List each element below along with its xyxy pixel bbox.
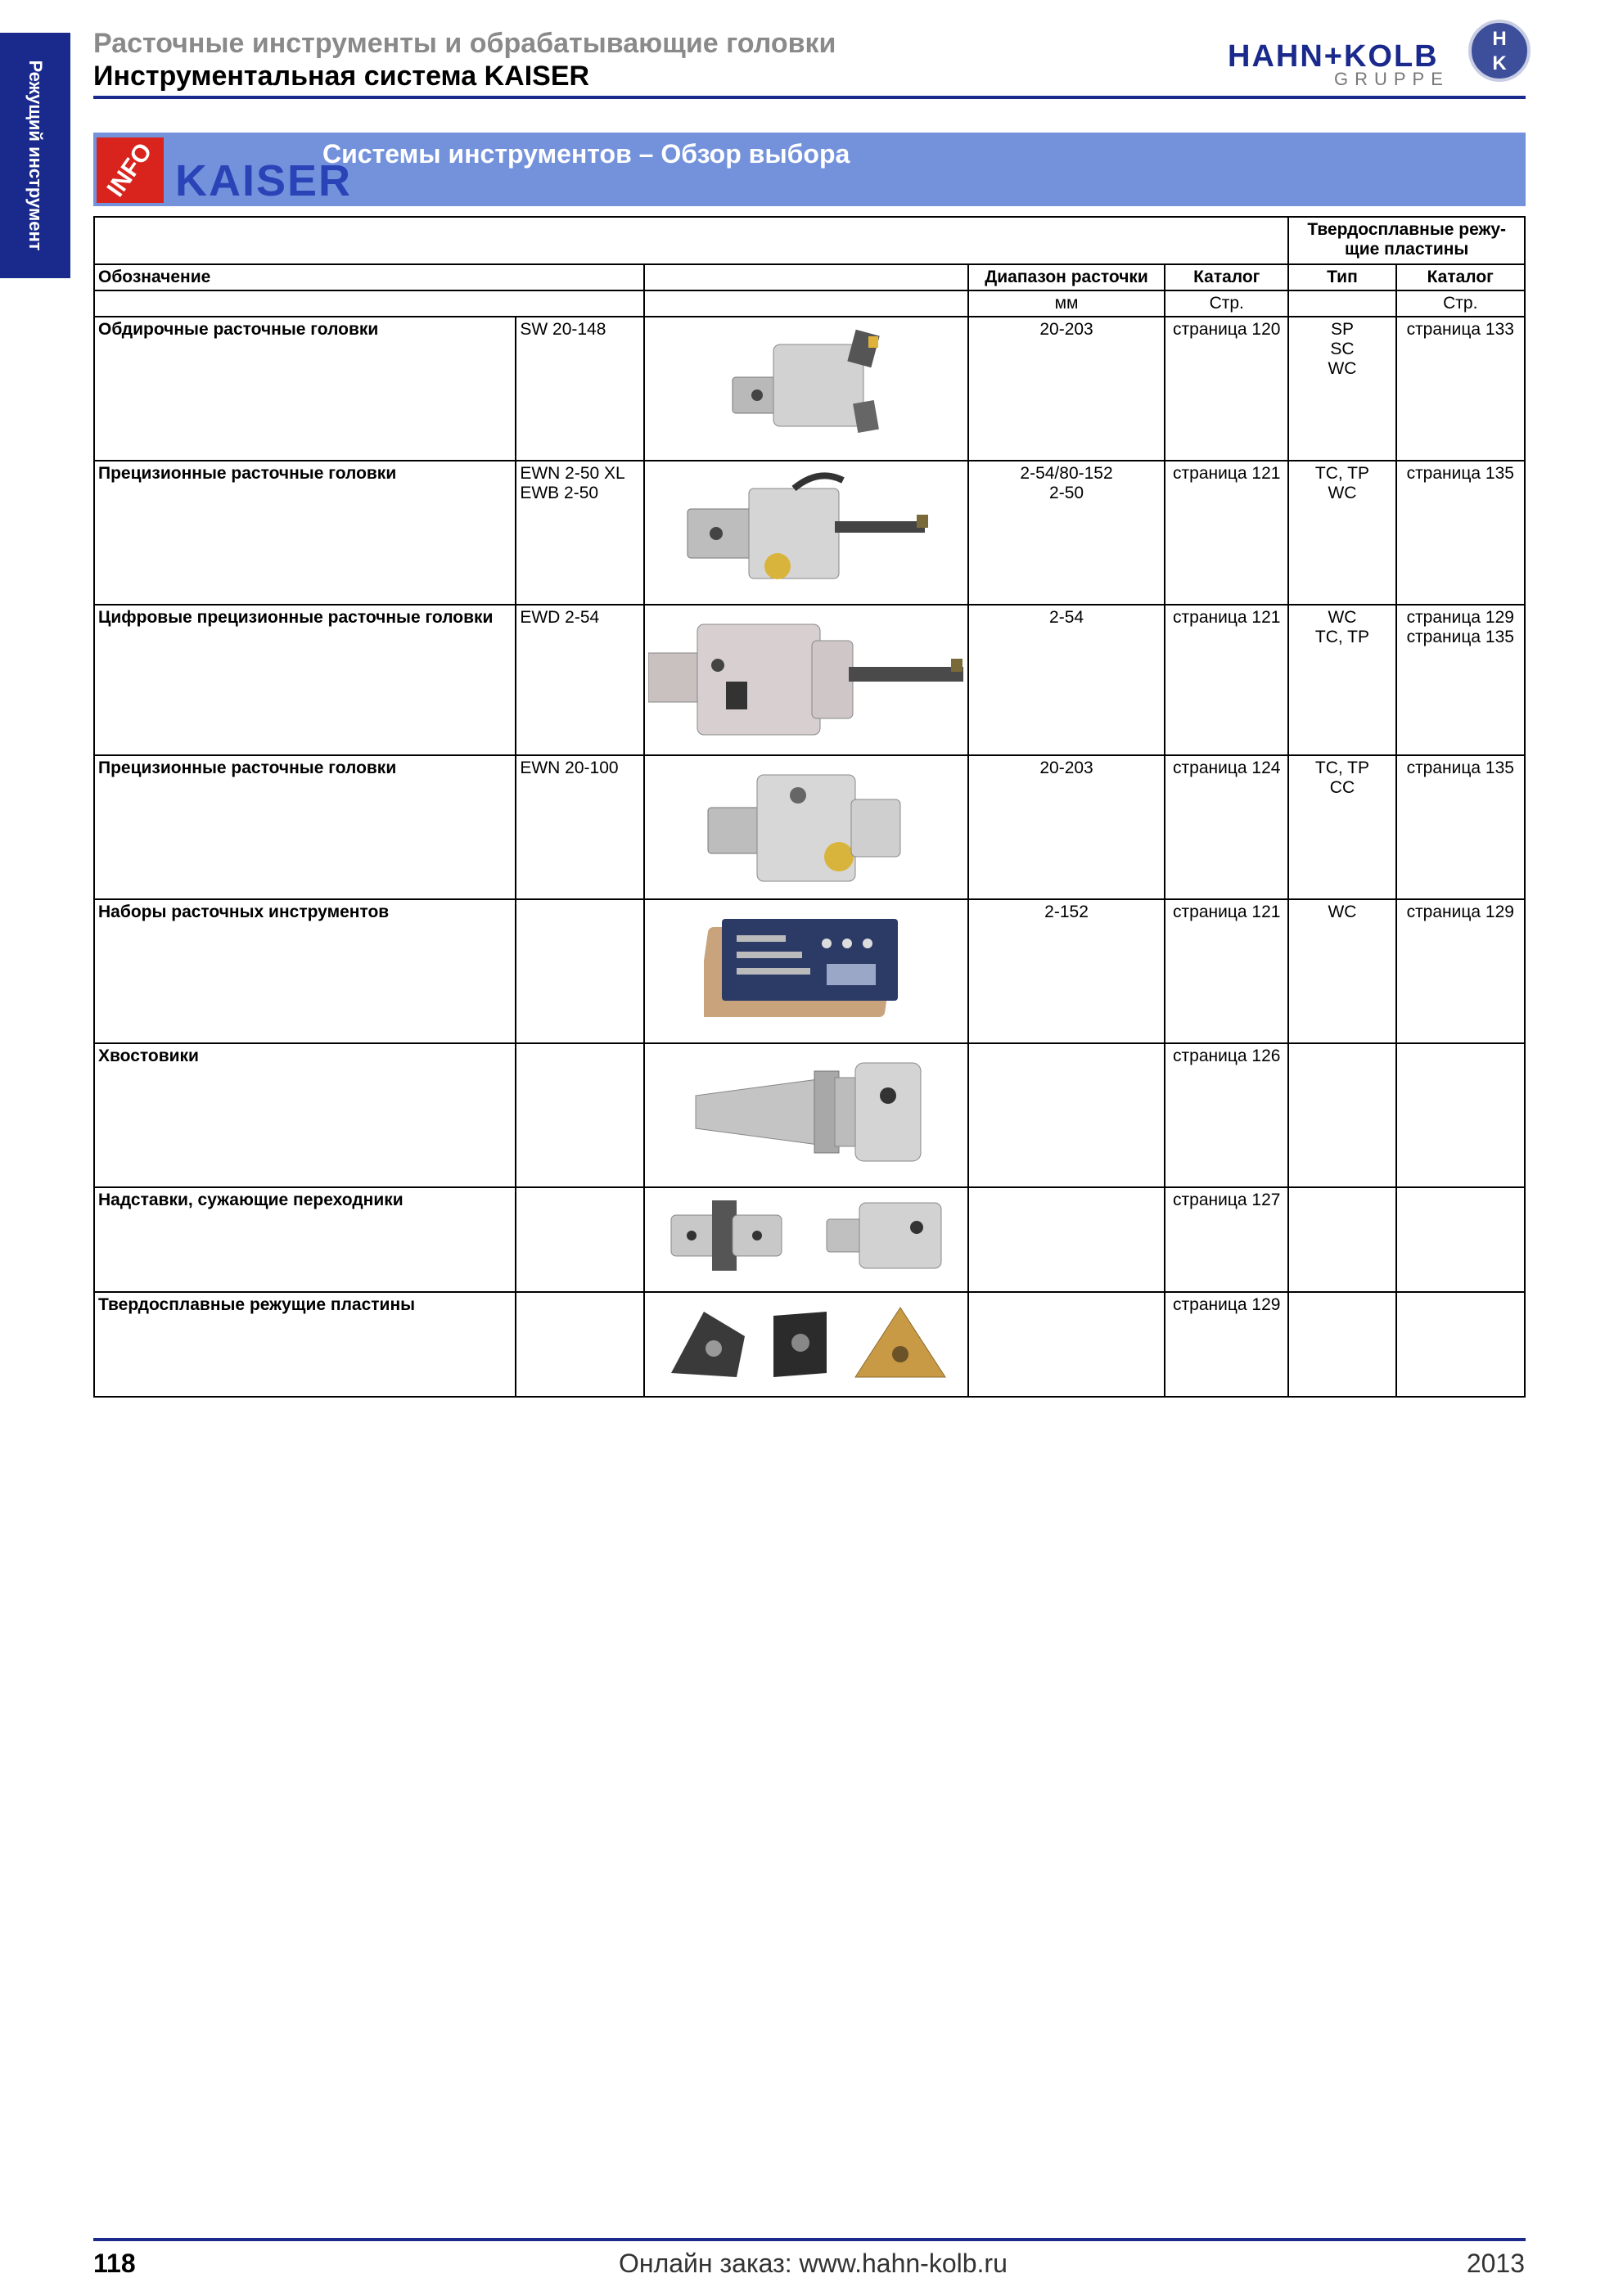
row-insert-type [1288, 1187, 1395, 1292]
row-catalog: страница 129 [1165, 1292, 1288, 1397]
row-insert-type [1288, 1292, 1395, 1397]
row-code: EWN 2-50 XL EWB 2-50 [516, 461, 644, 605]
row-name: Прецизионные расточные головки [94, 755, 516, 899]
header-range-unit: мм [968, 290, 1165, 317]
header-title: Инструментальная система KAISER [93, 61, 590, 92]
header-range: Диапазон расточки [968, 264, 1165, 290]
row-catalog: страница 121 [1165, 899, 1288, 1043]
kaiser-logo: KAISER [175, 156, 353, 205]
brand-gruppe: GRUPPE [1334, 69, 1449, 89]
side-tab-label: Режущий инструмент [25, 60, 46, 251]
table-header-row [94, 264, 1525, 290]
row-name: Хвостовики [94, 1043, 516, 1187]
row-code [516, 899, 644, 1043]
online-order-link[interactable]: Онлайн заказ: www.hahn-kolb.ru [619, 2249, 1008, 2278]
badge-letter-top: H [1492, 28, 1507, 50]
header-insert-catalog-unit: Стр. [1396, 290, 1525, 317]
brand-name: HAHN+KOLB [1228, 39, 1439, 74]
row-code: EWN 20-100 [516, 755, 644, 899]
row-insert-catalog: страница 133 [1396, 317, 1525, 461]
row-catalog: страница 126 [1165, 1043, 1288, 1187]
table-row [94, 899, 1525, 1043]
table-row [94, 1043, 1525, 1187]
precision-head-xl-image [644, 461, 968, 605]
row-catalog: страница 127 [1165, 1187, 1288, 1292]
header-insert-catalog: Каталог [1396, 264, 1525, 290]
table-row [94, 1187, 1525, 1292]
section-banner [93, 133, 1526, 206]
badge-letter-bottom: K [1492, 52, 1507, 74]
table-row [94, 317, 1525, 461]
page-number: 118 [93, 2249, 136, 2278]
row-catalog: страница 121 [1165, 461, 1288, 605]
table-row [94, 605, 1525, 755]
brand-logo [1228, 18, 1531, 93]
header-catalog-unit: Стр. [1165, 290, 1288, 317]
row-catalog: страница 120 [1165, 317, 1288, 461]
table-row [94, 755, 1525, 899]
footer-year: 2013 [1466, 2249, 1525, 2278]
row-name: Обдирочные расточные головки [94, 317, 516, 461]
boring-set-image [644, 899, 968, 1043]
row-insert-type: WC TC, TP [1288, 605, 1395, 755]
row-name: Цифровые прецизионные расточные головки [94, 605, 516, 755]
shank-image [644, 1043, 968, 1187]
row-code: EWD 2-54 [516, 605, 644, 755]
row-name: Надставки, сужающие переходники [94, 1187, 516, 1292]
header-designation: Обозначение [94, 264, 644, 290]
row-code [516, 1292, 644, 1397]
row-range: 2-152 [968, 899, 1165, 1043]
row-code [516, 1043, 644, 1187]
header-insert-type: Тип [1288, 264, 1395, 290]
row-insert-type: TC, TP CC [1288, 755, 1395, 899]
row-insert-catalog [1396, 1292, 1525, 1397]
row-range: 2-54 [968, 605, 1165, 755]
row-insert-catalog [1396, 1043, 1525, 1187]
row-insert-catalog: страница 135 [1396, 461, 1525, 605]
row-insert-type [1288, 1043, 1395, 1187]
row-insert-catalog [1396, 1187, 1525, 1292]
extensions-adapters-image [644, 1187, 968, 1292]
row-range: 20-203 [968, 755, 1165, 899]
header-catalog: Каталог [1165, 264, 1288, 290]
carbide-inserts-image [644, 1292, 968, 1397]
row-range [968, 1187, 1165, 1292]
roughing-head-image [644, 317, 968, 461]
row-insert-type: TC, TP WC [1288, 461, 1395, 605]
row-range: 20-203 [968, 317, 1165, 461]
row-range [968, 1043, 1165, 1187]
banner-title: Системы инструментов – Обзор выбора [322, 139, 850, 169]
row-insert-type: WC [1288, 899, 1395, 1043]
row-catalog: страница 121 [1165, 605, 1288, 755]
info-logo-icon [97, 137, 164, 203]
info-logo-text: INFO [101, 137, 158, 202]
table-unit-row [94, 290, 1525, 317]
table-group-header-row [94, 217, 1525, 264]
row-insert-type: SP SC WC [1288, 317, 1395, 461]
precision-head-large-image [644, 755, 968, 899]
row-insert-catalog: страница 129 страница 135 [1396, 605, 1525, 755]
row-name: Наборы расточных инструментов [94, 899, 516, 1043]
header-rule [93, 96, 1526, 99]
insert-group-header: Твердосплавные режу-щие пластины [1288, 217, 1525, 264]
row-insert-catalog: страница 135 [1396, 755, 1525, 899]
table-row [94, 461, 1525, 605]
row-range: 2-54/80-152 2-50 [968, 461, 1165, 605]
digital-precision-head-image [644, 605, 968, 755]
row-catalog: страница 124 [1165, 755, 1288, 899]
row-code [516, 1187, 644, 1292]
row-name: Прецизионные расточные головки [94, 461, 516, 605]
row-range [968, 1292, 1165, 1397]
brand-badge-icon [1468, 20, 1531, 82]
header-subtitle: Расточные инструменты и обрабатывающие головки [93, 28, 836, 59]
row-insert-catalog: страница 129 [1396, 899, 1525, 1043]
footer-rule [93, 2238, 1526, 2241]
row-code: SW 20-148 [516, 317, 644, 461]
side-tab [0, 33, 70, 278]
overview-table [93, 216, 1526, 1398]
row-name: Твердосплавные режущие пластины [94, 1292, 516, 1397]
table-row [94, 1292, 1525, 1397]
